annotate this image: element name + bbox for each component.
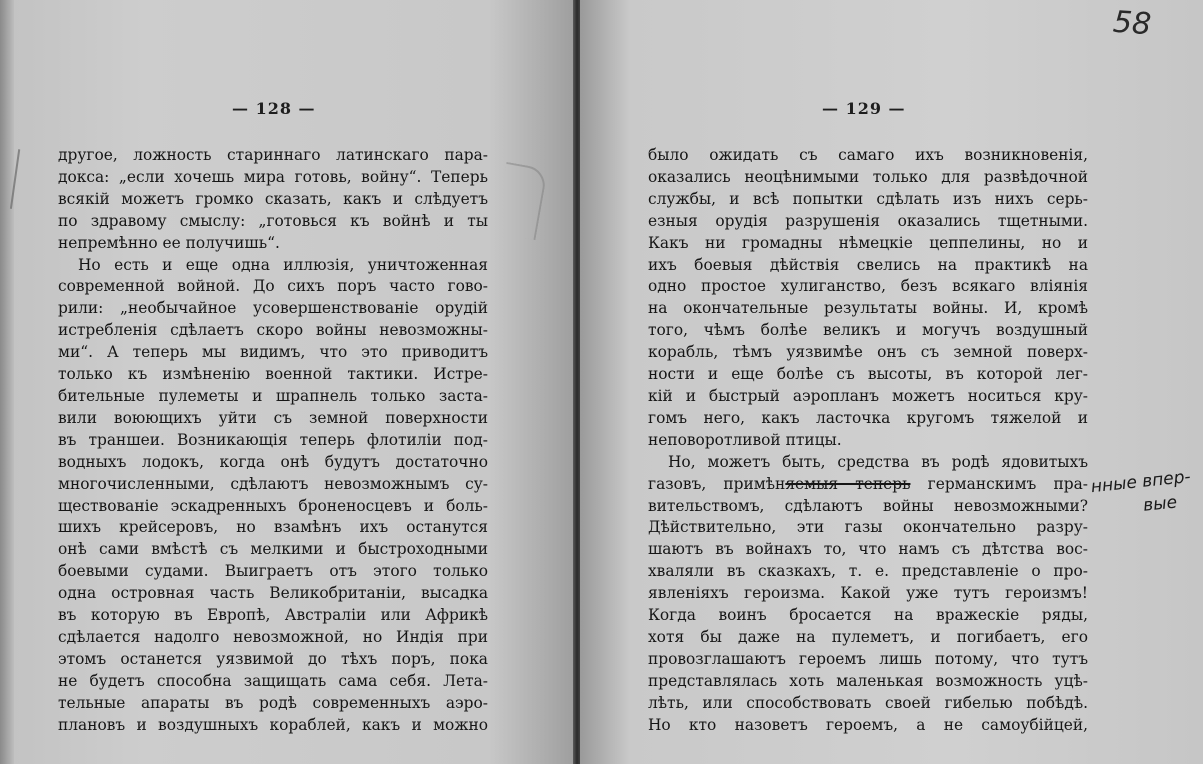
text-line: Когда воинъ бросается на вражескіе ряды,: [648, 606, 1088, 625]
text-line: явленіяхъ героизма. Какой уже тутъ героизмъ!: [648, 584, 1088, 603]
text-line: истребленія сдѣлаетъ скоро войны невозможны-: [58, 321, 488, 340]
text-line: ществованіе эскадренныхъ броненосцевъ и боль-: [58, 496, 488, 515]
text-line: по здравому смыслу: „готовься къ войнѣ и ты: [58, 211, 488, 230]
text-line: боевыми судами. Выиграетъ отъ этого только: [58, 562, 488, 581]
text-line: вительствомъ, сдѣлаютъ войны невозможными?: [648, 496, 1088, 515]
text-line: тельные апараты въ родѣ современныхъ аэро-: [58, 693, 488, 712]
text-line: ности и еще болѣе съ высоты, въ которой лег-: [648, 365, 1088, 384]
text-line: рили: „необычайное усовершенствованіе орудій: [58, 299, 488, 318]
text-line: водныхъ лодокъ, когда онѣ будутъ достаточно: [58, 452, 488, 471]
text-line: плановъ и воздушныхъ кораблей, какъ и можно: [58, 715, 488, 734]
text-line: гомъ него, какъ ласточка кругомъ тяжелой и: [648, 408, 1088, 427]
right-page-text: [648, 145, 1088, 736]
text-line-with-correction: [648, 474, 1088, 496]
page-number-129: — 129 —: [822, 99, 906, 118]
struck-out-text: яемыя теперь: [785, 474, 911, 493]
text-line: другое, ложность стариннаго латинскаго пара-: [58, 146, 488, 164]
text-line: неповоротливой птицы.: [648, 430, 842, 449]
text-line: было ожидать съ самаго ихъ возникновенія,: [648, 146, 1088, 164]
text-line: бительные пулеметы и шрапнель только заста-: [58, 386, 488, 405]
text-line: одна островная часть Великобританіи, высадка: [58, 584, 488, 603]
text-line: службы, и всѣ попытки сдѣлать изъ нихъ серь-: [648, 189, 1088, 208]
text-line: сдѣлается надолго невозможной, но Индія при: [58, 627, 488, 646]
text-fragment: газовъ, примѣн: [648, 474, 786, 493]
text-line: того, чѣмъ болѣе великъ и могучъ воздушный: [648, 321, 1088, 340]
text-line: онѣ сами вмѣстѣ съ мелкими и быстроходными: [58, 540, 488, 559]
pencil-mark: [494, 162, 548, 240]
text-line: провозглашаютъ героемъ лишь потому, что тутъ: [648, 649, 1088, 668]
text-line: не будетъ способна защищать сама себя. Лета-: [58, 671, 488, 690]
text-line: въ траншеи. Возникающія теперь флотиліи под-: [58, 430, 488, 449]
text-line: на окончательные результаты войны. И, кромѣ: [648, 299, 1088, 318]
text-line: хваляли въ сказкахъ, т. е. представленіе о про-: [648, 562, 1088, 581]
left-page: [0, 0, 575, 764]
text-line: въ которую въ Европѣ, Австраліи или Африкѣ: [58, 606, 488, 625]
margin-note-line: нные впер-: [1089, 466, 1192, 498]
text-line: всякій можетъ громко сказать, какъ и слѣдуетъ: [58, 189, 488, 208]
text-line: многочисленными, сдѣлаютъ невозможнымъ су-: [58, 474, 488, 493]
text-line: только къ измѣненію военной тактики. Истре-: [58, 365, 488, 384]
text-line: Какъ ни громадны нѣмецкіе цеппелины, но и: [648, 233, 1088, 252]
text-line: шаютъ въ войнахъ то, что намъ съ дѣтства вос-: [648, 540, 1088, 559]
text-line: шихъ крейсеровъ, но взамѣнъ ихъ останутся: [58, 518, 488, 537]
margin-note-line: вые: [1142, 492, 1179, 516]
text-line: вили воюющихъ уйти съ земной поверхности: [58, 408, 488, 427]
page-number-128: — 128 —: [232, 99, 316, 118]
text-line: представлялась хоть маленькая возможность уцѣ-: [648, 671, 1088, 690]
text-line: непремѣнно ее получишь“.: [58, 233, 280, 252]
text-line: лѣть, или способствовать своей гибелью побѣдѣ.: [648, 693, 1088, 712]
text-line: одно простое хулиганство, безъ всякаго вліянія: [648, 277, 1088, 296]
text-line: оказались неоцѣнимыми только для развѣдочной: [648, 167, 1088, 186]
text-fragment: германскимъ пра-: [910, 474, 1088, 493]
handwritten-page-number: 58: [1111, 4, 1153, 43]
text-line: Дѣйствительно, эти газы окончательно разру-: [648, 518, 1088, 537]
text-line: хотя бы даже на пулеметъ, и погибаетъ, его: [648, 627, 1088, 646]
text-line: Но есть и еще одна иллюзія, уничтоженная: [78, 255, 488, 274]
text-line: Но кто назоветъ героемъ, а не самоубійцей,: [648, 715, 1088, 734]
left-page-text: [58, 145, 488, 736]
text-line: современной войной. До сихъ поръ часто гово-: [58, 277, 488, 296]
text-line: докса: „если хочешь мира готовь, войну“. Теперь: [58, 167, 488, 186]
page-edge: [0, 0, 14, 764]
text-line: кій и быстрый аэропланъ можетъ носиться кру-: [648, 386, 1088, 405]
text-line: езныя орудія разрушенія оказались тщетными.: [648, 211, 1088, 230]
right-page: [580, 0, 1203, 764]
text-line: ихъ боевыя дѣйствія свелись на практикѣ на: [648, 255, 1088, 274]
text-line: этомъ останется уязвимой до тѣхъ поръ, пока: [58, 649, 488, 668]
text-line: Но, можетъ быть, средства въ родѣ ядовитыхъ: [668, 452, 1088, 471]
text-line: корабль, тѣмъ уязвимѣе онъ съ земной поверх-: [648, 343, 1088, 362]
text-line: ми“. А теперь мы видимъ, что это приводитъ: [58, 343, 488, 362]
